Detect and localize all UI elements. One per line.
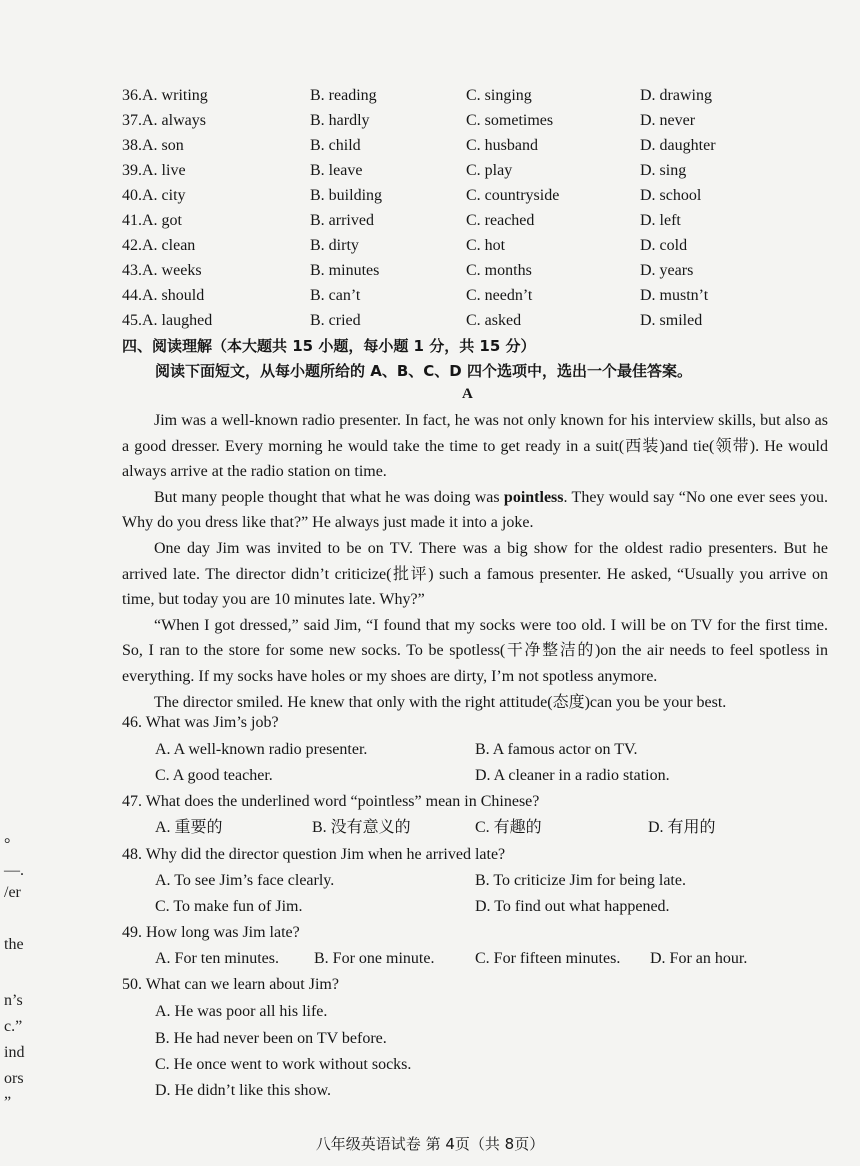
q49-option-b[interactable]: B. For one minute. xyxy=(314,950,435,967)
question-48-stem: 48. Why did the director question Jim when he arrived late? xyxy=(122,846,506,863)
q46-option-d[interactable]: D. A cleaner in a radio station. xyxy=(475,767,670,784)
cloze-option-c[interactable]: C. needn’t xyxy=(466,287,533,304)
cloze-option-d[interactable]: D. sing xyxy=(640,162,687,179)
cloze-option-c[interactable]: C. months xyxy=(466,262,532,279)
cloze-option-d[interactable]: D. daughter xyxy=(640,137,716,154)
q46-option-c[interactable]: C. A good teacher. xyxy=(155,767,273,784)
cloze-option-a[interactable]: 45.A. laughed xyxy=(122,312,213,329)
section-heading: 四、阅读理解（本大题共 15 小题，每小题 1 分，共 15 分） xyxy=(122,337,536,355)
q47-option-b[interactable]: B. 没有意义的 xyxy=(312,819,411,836)
passage-label: A xyxy=(462,386,473,402)
cloze-option-c[interactable]: C. play xyxy=(466,162,513,179)
cloze-option-b[interactable]: B. child xyxy=(310,137,361,154)
cloze-option-d[interactable]: D. smiled xyxy=(640,312,703,329)
q48-option-b[interactable]: B. To criticize Jim for being late. xyxy=(475,872,686,889)
question-50-stem: 50. What can we learn about Jim? xyxy=(122,976,339,993)
cloze-row xyxy=(0,185,860,210)
question-49-stem: 49. How long was Jim late? xyxy=(122,924,300,941)
passage-text: But many people thought that what he was doing was xyxy=(154,488,504,506)
margin-fragment: ° xyxy=(4,836,11,853)
cloze-option-c[interactable]: C. singing xyxy=(466,87,532,104)
margin-fragment: the xyxy=(4,936,24,953)
cloze-row xyxy=(0,310,860,335)
cloze-option-b[interactable]: B. leave xyxy=(310,162,363,179)
reading-passage xyxy=(122,408,828,715)
margin-fragment: /er xyxy=(4,884,21,901)
section-instruction: 阅读下面短文，从每小题所给的 A、B、C、D 四个选项中，选出一个最佳答案。 xyxy=(155,362,692,380)
passage-paragraph: Jim was a well-known radio presenter. In fact, he was not only known for his interview skills, but also as a good dresser. Every morning he would take the time to get ready in a suit(西装)and tie(领带). He would always arrive at the radio station on time. xyxy=(122,412,828,481)
cloze-option-d[interactable]: D. left xyxy=(640,212,681,229)
cloze-option-a[interactable]: 41.A. got xyxy=(122,212,182,229)
q49-option-d[interactable]: D. For an hour. xyxy=(650,950,748,967)
cloze-row xyxy=(0,135,860,160)
q50-option-b[interactable]: B. He had never been on TV before. xyxy=(155,1030,387,1047)
cloze-option-d[interactable]: D. cold xyxy=(640,237,688,254)
cloze-option-b[interactable]: B. can’t xyxy=(310,287,361,304)
passage-paragraph: The director smiled. He knew that only with the right attitude(态度)can you be your best. xyxy=(154,693,727,711)
margin-fragment: n’s xyxy=(4,992,23,1009)
passage-paragraph xyxy=(122,485,828,536)
margin-fragment: —. xyxy=(4,862,24,879)
q47-option-a[interactable]: A. 重要的 xyxy=(155,819,223,836)
cloze-option-d[interactable]: D. years xyxy=(640,262,694,279)
cloze-option-a[interactable]: 38.A. son xyxy=(122,137,184,154)
margin-fragment: c.” xyxy=(4,1018,23,1035)
q46-option-a[interactable]: A. A well-known radio presenter. xyxy=(155,741,368,758)
cloze-row xyxy=(0,160,860,185)
q50-option-d[interactable]: D. He didn’t like this show. xyxy=(155,1082,331,1099)
cloze-option-d[interactable]: D. never xyxy=(640,112,696,129)
keyword-pointless: pointless xyxy=(503,488,564,506)
passage-paragraph: One day Jim was invited to be on TV. There was a big show for the oldest radio presenters. But he arrived late. The director didn’t criticize(批评) such a famous presenter. He asked, “Usually you arrive on time, but today you are 10 minutes late. Why?” xyxy=(122,539,828,609)
q47-option-d[interactable]: D. 有用的 xyxy=(648,819,716,836)
q49-option-c[interactable]: C. For fifteen minutes. xyxy=(475,950,621,967)
cloze-option-c[interactable]: C. hot xyxy=(466,237,506,254)
question-46-stem: 46. What was Jim’s job? xyxy=(122,714,279,731)
cloze-option-a[interactable]: 39.A. live xyxy=(122,162,186,179)
cloze-option-c[interactable]: C. countryside xyxy=(466,187,560,204)
cloze-option-d[interactable]: D. drawing xyxy=(640,87,712,104)
cloze-option-b[interactable]: B. arrived xyxy=(310,212,374,229)
cloze-option-a[interactable]: 40.A. city xyxy=(122,187,186,204)
cloze-option-d[interactable]: D. mustn’t xyxy=(640,287,709,304)
cloze-option-c[interactable]: C. husband xyxy=(466,137,538,154)
q47-option-c[interactable]: C. 有趣的 xyxy=(475,819,542,836)
cloze-option-a[interactable]: 36.A. writing xyxy=(122,87,208,104)
cloze-option-a[interactable]: 42.A. clean xyxy=(122,237,196,254)
cloze-option-c[interactable]: C. reached xyxy=(466,212,535,229)
q50-option-c[interactable]: C. He once went to work without socks. xyxy=(155,1056,412,1073)
q50-option-a[interactable]: A. He was poor all his life. xyxy=(155,1003,328,1020)
cloze-option-c[interactable]: C. sometimes xyxy=(466,112,554,129)
q49-option-a[interactable]: A. For ten minutes. xyxy=(155,950,279,967)
cloze-option-c[interactable]: C. asked xyxy=(466,312,522,329)
question-47-stem: 47. What does the underlined word “pointless” mean in Chinese? xyxy=(122,793,540,810)
q46-option-b[interactable]: B. A famous actor on TV. xyxy=(475,741,638,758)
cloze-row xyxy=(0,210,860,235)
q48-option-a[interactable]: A. To see Jim’s face clearly. xyxy=(155,872,335,889)
cloze-option-a[interactable]: 37.A. always xyxy=(122,112,206,129)
page-footer: 八年级英语试卷 第 4页（共 8页） xyxy=(315,1135,545,1153)
margin-fragment: ors xyxy=(4,1070,24,1087)
cloze-option-a[interactable]: 43.A. weeks xyxy=(122,262,202,279)
cloze-row xyxy=(0,260,860,285)
cloze-option-d[interactable]: D. school xyxy=(640,187,702,204)
cloze-option-b[interactable]: B. building xyxy=(310,187,383,204)
margin-fragment: ” xyxy=(4,1094,12,1111)
passage-text: . They would say “No one ever sees you. Why do you dress like that?” He always just made it into a joke. xyxy=(122,488,829,532)
cloze-row xyxy=(0,85,860,110)
cloze-option-b[interactable]: B. minutes xyxy=(310,262,380,279)
cloze-row xyxy=(0,235,860,260)
cloze-option-b[interactable]: B. dirty xyxy=(310,237,359,254)
cloze-row xyxy=(0,110,860,135)
passage-paragraph: “When I got dressed,” said Jim, “I found that my socks were too old. I will be on TV for the first time. So, I ran to the store for some new socks. To be spotless(干净整洁的)on the air needs to feel spotless in everything. If my socks have holes or my shoes are dirty, I’m not spotless anymore. xyxy=(122,616,828,685)
q48-option-d[interactable]: D. To find out what happened. xyxy=(475,898,670,915)
margin-fragment: ind xyxy=(4,1044,25,1061)
cloze-option-a[interactable]: 44.A. should xyxy=(122,287,205,304)
cloze-option-b[interactable]: B. hardly xyxy=(310,112,370,129)
cloze-option-b[interactable]: B. reading xyxy=(310,87,377,104)
q48-option-c[interactable]: C. To make fun of Jim. xyxy=(155,898,303,915)
cloze-row xyxy=(0,285,860,310)
cloze-option-b[interactable]: B. cried xyxy=(310,312,361,329)
